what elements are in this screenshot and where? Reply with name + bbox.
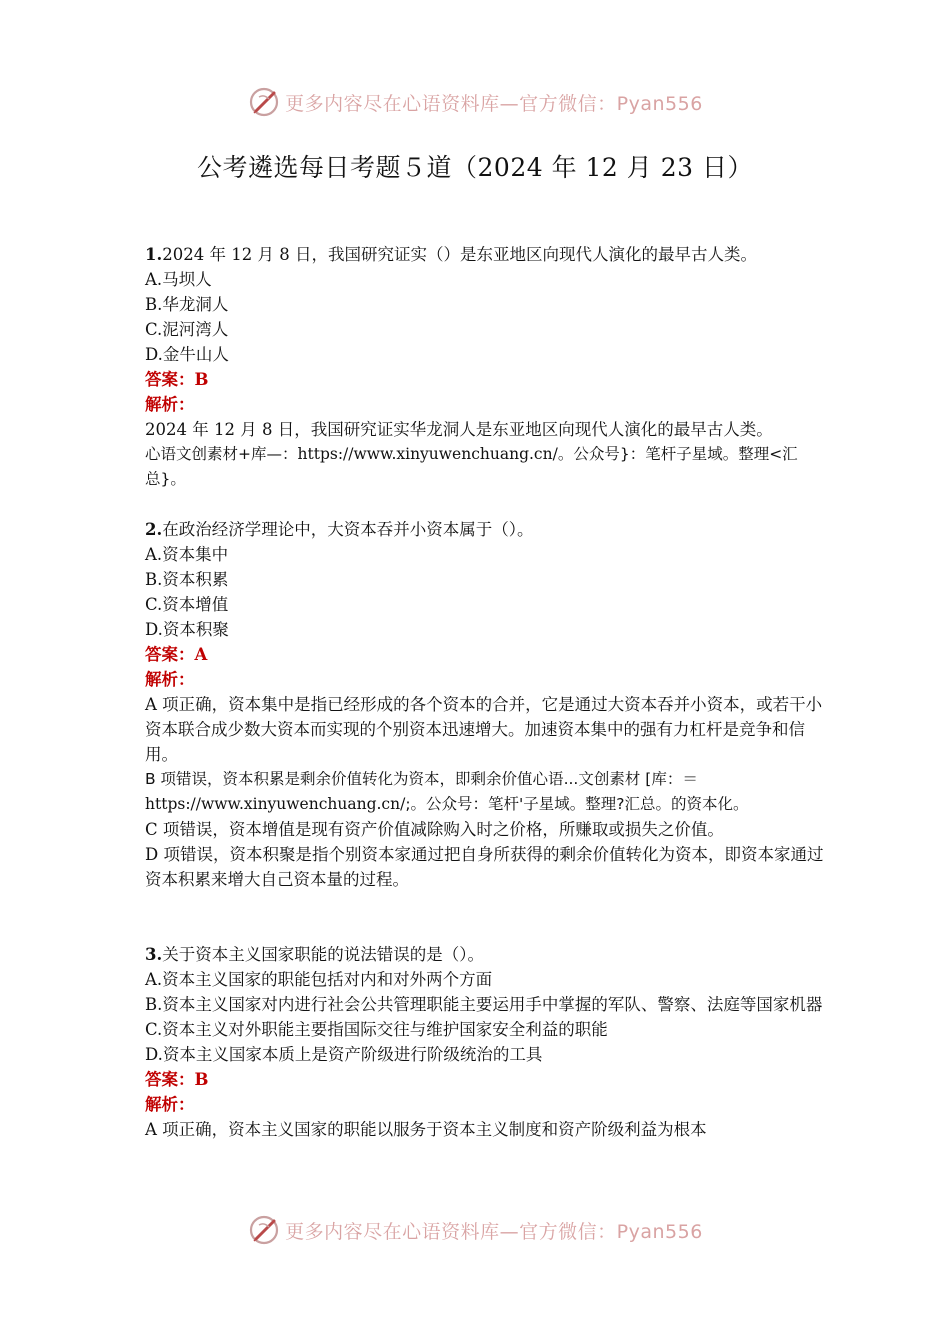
option: C.资本主义对外职能主要指国际交往与维护国家安全利益的职能 bbox=[145, 1020, 608, 1039]
question-stem bbox=[145, 242, 825, 267]
document-body bbox=[145, 242, 825, 1142]
question-2 bbox=[145, 517, 825, 892]
analysis-text: A 项正确，资本主义国家的职能以服务于资本主义制度和资产阶级利益为根本 bbox=[145, 1120, 707, 1139]
question-number: 2. bbox=[145, 520, 163, 539]
question-number: 1. bbox=[145, 245, 163, 264]
option: C.资本增值 bbox=[145, 595, 229, 614]
question-text: 2024 年 12 月 8 日，我国研究证实（）是东亚地区向现代人演化的最早古人类。 bbox=[162, 245, 757, 264]
option: A.资本主义国家的职能包括对内和对外两个方面 bbox=[145, 970, 493, 989]
pen-circle-logo-icon bbox=[247, 85, 281, 119]
question-number: 3. bbox=[145, 945, 163, 964]
watermark-text: 。公众号}：笔杆子星域。整理<汇总}。 bbox=[145, 445, 798, 488]
header-banner bbox=[0, 82, 950, 122]
option: C.泥河湾人 bbox=[145, 320, 229, 339]
option: B.华龙洞人 bbox=[145, 295, 229, 314]
watermark-url[interactable]: https://www.xinyuwenchuang.cn/ bbox=[145, 795, 406, 813]
pen-circle-logo-icon bbox=[247, 1213, 281, 1247]
footer-banner bbox=[0, 1210, 950, 1250]
question-1 bbox=[145, 242, 825, 492]
analysis-label: 解析： bbox=[145, 395, 195, 414]
option: D.资本积聚 bbox=[145, 620, 229, 639]
question-stem bbox=[145, 517, 825, 542]
banner-text: 更多内容尽在心语资料库—官方微信：Pyan556 bbox=[285, 1220, 703, 1243]
watermark-url[interactable]: https://www.xinyuwenchuang.cn/ bbox=[297, 445, 558, 463]
option: A.马坝人 bbox=[145, 270, 212, 289]
watermark-line bbox=[145, 442, 825, 492]
watermark-text: B 项错误，资本积累是剩余价值转化为资本，即剩余价值心语...文创素材 [库：＝ bbox=[145, 770, 698, 788]
question-3 bbox=[145, 942, 825, 1142]
question-stem bbox=[145, 942, 825, 967]
analysis-text: C 项错误，资本增值是现有资产价值减除购入时之价格，所赚取或损失之价值。 bbox=[145, 820, 724, 839]
banner-text: 更多内容尽在心语资料库—官方微信：Pyan556 bbox=[285, 92, 703, 115]
watermark-text: 心语文创素材+库—： bbox=[145, 445, 298, 463]
question-text: 在政治经济学理论中，大资本吞并小资本属于（）。 bbox=[162, 520, 534, 539]
question-text: 关于资本主义国家职能的说法错误的是（）。 bbox=[162, 945, 484, 964]
analysis-label: 解析： bbox=[145, 1095, 195, 1114]
option: D.金牛山人 bbox=[145, 345, 229, 364]
answer: 答案：B bbox=[145, 370, 209, 389]
analysis-text: D 项错误，资本积聚是指个别资本家通过把自身所获得的剩余价值转化为资本，即资本家通过资本积累来增大自己资本量的过程。 bbox=[145, 845, 824, 889]
analysis-text: A 项正确，资本集中是指已经形成的各个资本的合并，它是通过大资本吞并小资本，或若干小资本联合成少数大资本而实现的个别资本迅速增大。加速资本集中的强有力杠杆是竞争和信用。 bbox=[145, 695, 823, 764]
option: D.资本主义国家本质上是资产阶级进行阶级统治的工具 bbox=[145, 1045, 543, 1064]
answer: 答案：A bbox=[145, 645, 208, 664]
option: A.资本集中 bbox=[145, 545, 229, 564]
page-title: 公考遴选每日考题５道（2024 年 12 月 23 日） bbox=[197, 153, 753, 182]
watermark-text: ;。公众号：笔杆'子星域。整理?汇总。的资本化。 bbox=[405, 795, 749, 813]
analysis-text: 2024 年 12 月 8 日，我国研究证实华龙洞人是东亚地区向现代人演化的最早古人类。 bbox=[145, 420, 773, 439]
answer: 答案：B bbox=[145, 1070, 209, 1089]
analysis-label: 解析： bbox=[145, 670, 195, 689]
option: B.资本主义国家对内进行社会公共管理职能主要运用手中掌握的军队、警察、法庭等国家机器 bbox=[145, 995, 823, 1014]
option: B.资本积累 bbox=[145, 570, 229, 589]
watermark-line bbox=[145, 767, 825, 817]
